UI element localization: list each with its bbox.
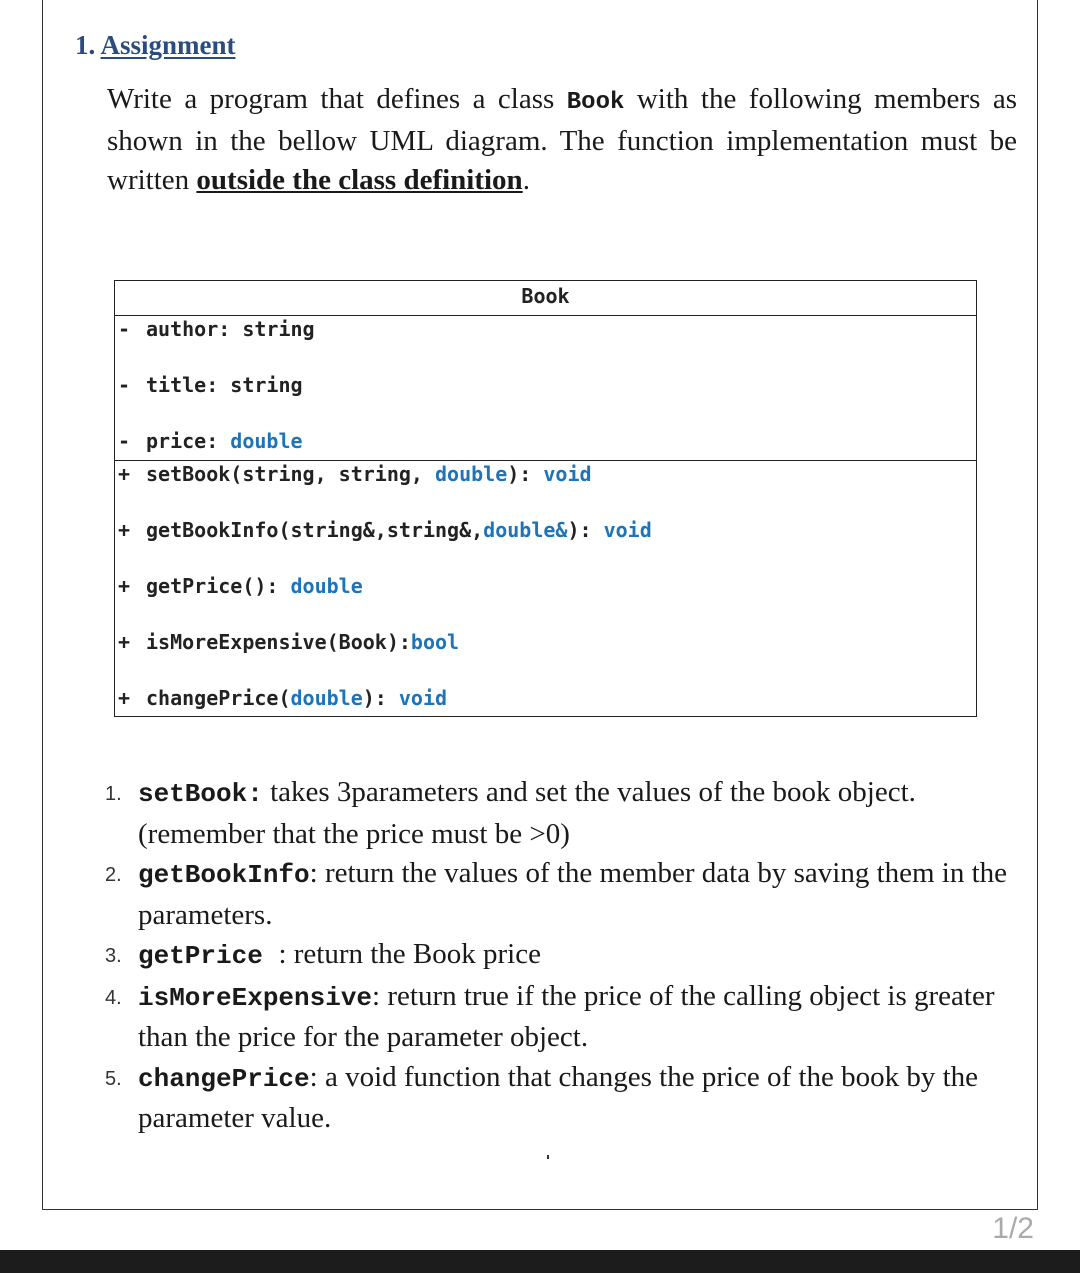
- uml-method: + getBookInfo(string&,string&,double&): void: [118, 518, 652, 542]
- uml-method: + isMoreExpensive(Book):bool: [118, 630, 460, 654]
- uml-attribute: - author: string: [118, 317, 315, 341]
- intro-class-name: Book: [566, 89, 625, 116]
- heading-number: 1.: [75, 30, 96, 60]
- uml-method: + setBook(string, string, double): void: [118, 462, 592, 486]
- intro-text-3: .: [522, 164, 530, 196]
- uml-method: + getPrice(): double: [118, 574, 363, 598]
- list-item: 1. setBook: takes 3parameters and set the values of the book object. (remember that the price must be >0): [105, 776, 916, 850]
- function-description-list: [105, 773, 1025, 1139]
- intro-text-2: with the following members as shown in the bellow UML diagram. The function implementation must be written: [107, 83, 1017, 196]
- uml-attribute: - title: string: [118, 373, 303, 397]
- uml-class-name: Book: [521, 284, 570, 308]
- section-heading: [75, 30, 236, 61]
- uml-divider: [115, 460, 976, 461]
- uml-attribute: - price: double: [118, 429, 303, 453]
- intro-text-1: Write a program that defines a class: [107, 83, 567, 115]
- bottom-bar: [0, 1250, 1080, 1273]
- heading-title: Assignment: [100, 30, 236, 60]
- list-item: 4. isMoreExpensive: return true if the price of the calling object is greater than the price for the parameter object.: [105, 979, 995, 1053]
- list-item: 2. getBookInfo: return the values of the member data by saving them in the parameters.: [105, 857, 1008, 931]
- uml-divider: [115, 315, 976, 316]
- intro-emphasis: outside the class definition: [196, 164, 523, 196]
- page-mark: [547, 1155, 549, 1159]
- assignment-intro: [107, 80, 1017, 200]
- uml-method: + changePrice(double): void: [118, 686, 448, 710]
- uml-class-diagram: [114, 280, 977, 717]
- page-indicator: 1/2: [992, 1212, 1034, 1245]
- list-item: 3. getPrice : return the Book price: [105, 938, 541, 971]
- list-item: 5. changePrice: a void function that changes the price of the book by the parameter value.: [105, 1060, 979, 1134]
